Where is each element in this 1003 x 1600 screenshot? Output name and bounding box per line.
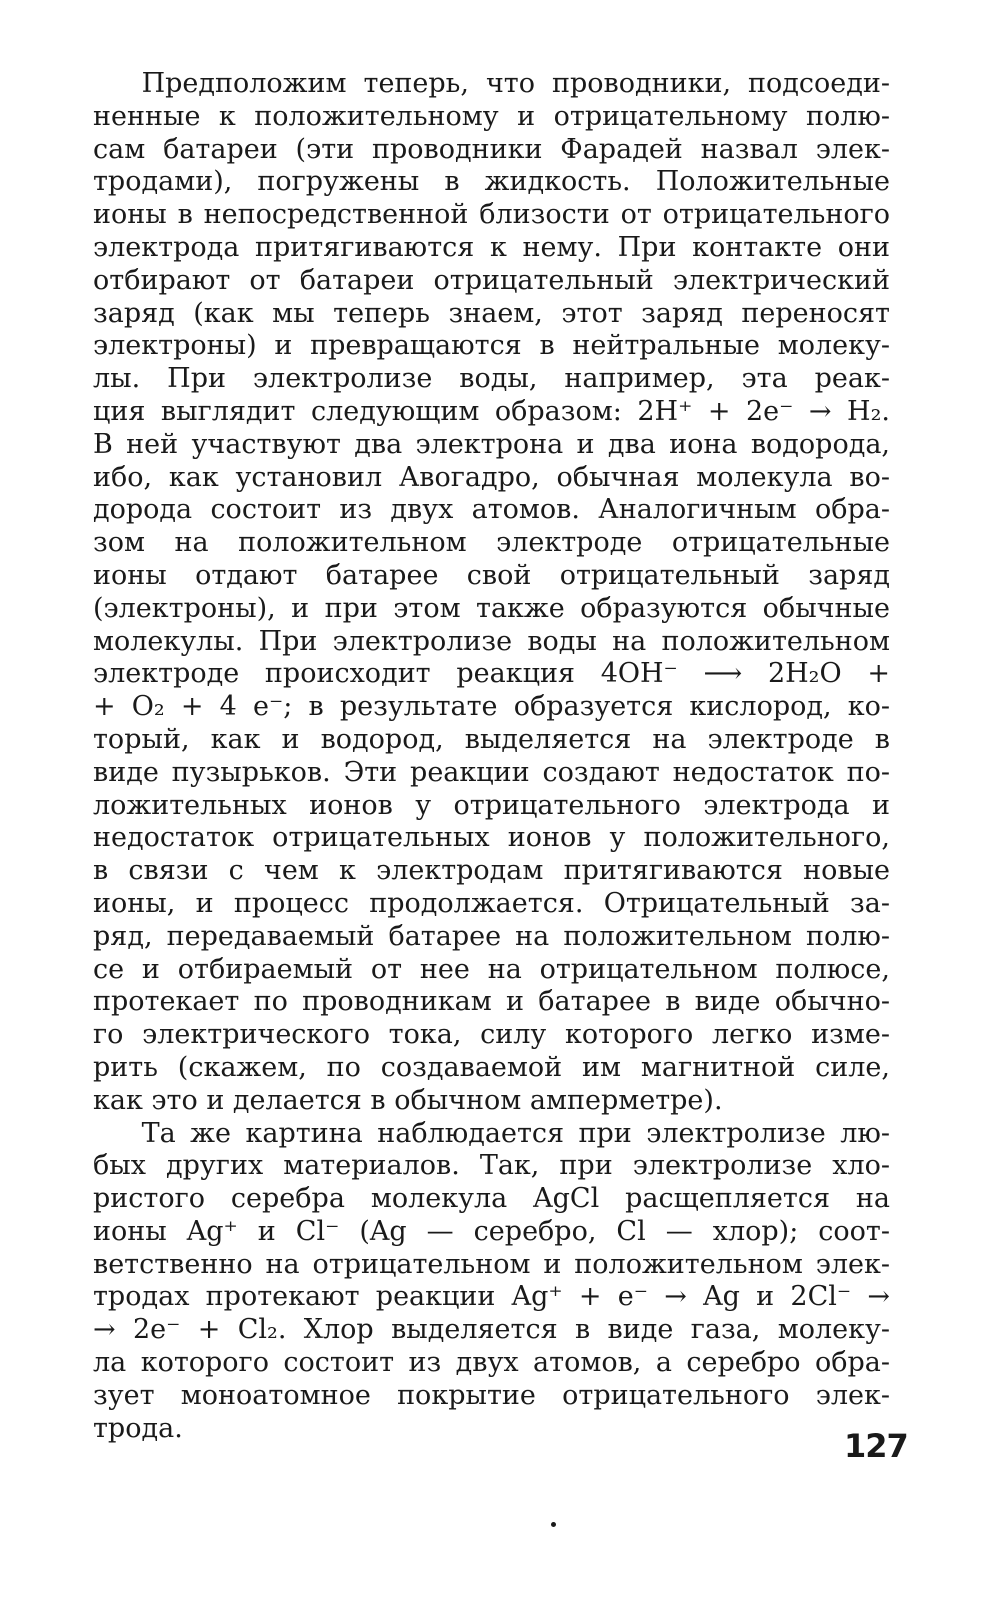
text-line: ветственно на отрицательном и положительном элек- [93,1248,890,1280]
text-line: электроде происходит реакция 4OH⁻ ⟶ 2H₂O + [93,658,890,690]
text-line: ионы отдают батарее свой отрицательный заряд [93,559,890,591]
text-line: зом на положительном электроде отрицательные [93,527,890,559]
text-line: ложительных ионов у отрицательного электрода и [93,789,890,821]
text-line: ция выглядит следующим образом: 2H⁺ + 2e⁻ → H₂. [93,395,890,427]
text-line: ристого серебра молекула AgCl расщепляется на [93,1183,890,1215]
text-line: трода. [93,1412,183,1444]
text-line: ибо, как установил Авогадро, обычная молекула во- [93,461,890,493]
text-line: заряд (как мы теперь знаем, этот заряд переносят [93,297,890,329]
text-line: недостаток отрицательных ионов у положительного, [93,822,890,854]
text-line: Предположим теперь, что проводники, подсоеди- [141,68,890,99]
text-line: + O₂ + 4 e⁻; в результате образуется кислород, ко- [93,691,890,723]
text-line: го электрического тока, силу которого легко изме- [93,1019,890,1051]
text-line: зует моноатомное покрытие отрицательного элек- [93,1379,890,1411]
text-line: в связи с чем к электродам притягиваются новые [93,855,890,887]
text-line: се и отбираемый от нее на отрицательном полюсе, [93,953,890,985]
text-line: торый, как и водород, выделяется на электроде в [93,723,890,755]
text-line: ненные к положительному и отрицательному полю- [93,100,890,132]
text-line: дорода состоит из двух атомов. Аналогичным обра- [93,494,890,526]
text-line: бых других материалов. Так, при электролизе хло- [93,1150,890,1182]
text-line: ионы Ag⁺ и Cl⁻ (Ag — серебро, Cl — хлор); соот- [93,1215,890,1247]
printer-dot [551,1522,556,1527]
text-line: отбирают от батареи отрицательный электрический [93,264,890,296]
text-line: ряд, передаваемый батарее на положительном полю- [93,920,890,952]
text-line: В ней участвуют два электрона и два иона водорода, [93,428,890,460]
text-line: → 2e⁻ + Cl₂. Хлор выделяется в виде газа, молеку- [93,1314,890,1346]
text-line: (электроны), и при этом также образуются обычные [93,592,890,624]
text-line: протекает по проводникам и батарее в виде обычно- [93,986,890,1018]
text-line: тродами), погружены в жидкость. Положительные [93,166,890,198]
text-line: как это и делается в обычном амперметре). [93,1084,723,1116]
text-line: тродах протекают реакции Ag⁺ + e⁻ → Ag и 2Cl⁻ → [93,1281,890,1313]
text-line: сам батареи (эти проводники Фарадей назвал элек- [93,133,890,165]
text-line: электроны) и превращаются в нейтральные молеку- [93,330,890,362]
text-line: ионы, и процесс продолжается. Отрицательный за- [93,887,890,919]
text-line: ионы в непосредственной близости от отрицательного [93,199,890,231]
text-line: молекулы. При электролизе воды на положительном [93,625,890,657]
body-text [93,68,890,1445]
text-line: лы. При электролизе воды, например, эта реак- [93,363,890,395]
text-line: ла которого состоит из двух атомов, а серебро обра- [93,1347,890,1379]
text-line: виде пузырьков. Эти реакции создают недостаток по- [93,756,890,788]
text-line: электрода притягиваются к нему. При контакте они [93,231,890,263]
text-line: рить (скажем, по создаваемой им магнитной силе, [93,1051,890,1083]
page-number: 127 [844,1427,908,1465]
text-line: Та же картина наблюдается при электролизе лю- [141,1117,890,1149]
